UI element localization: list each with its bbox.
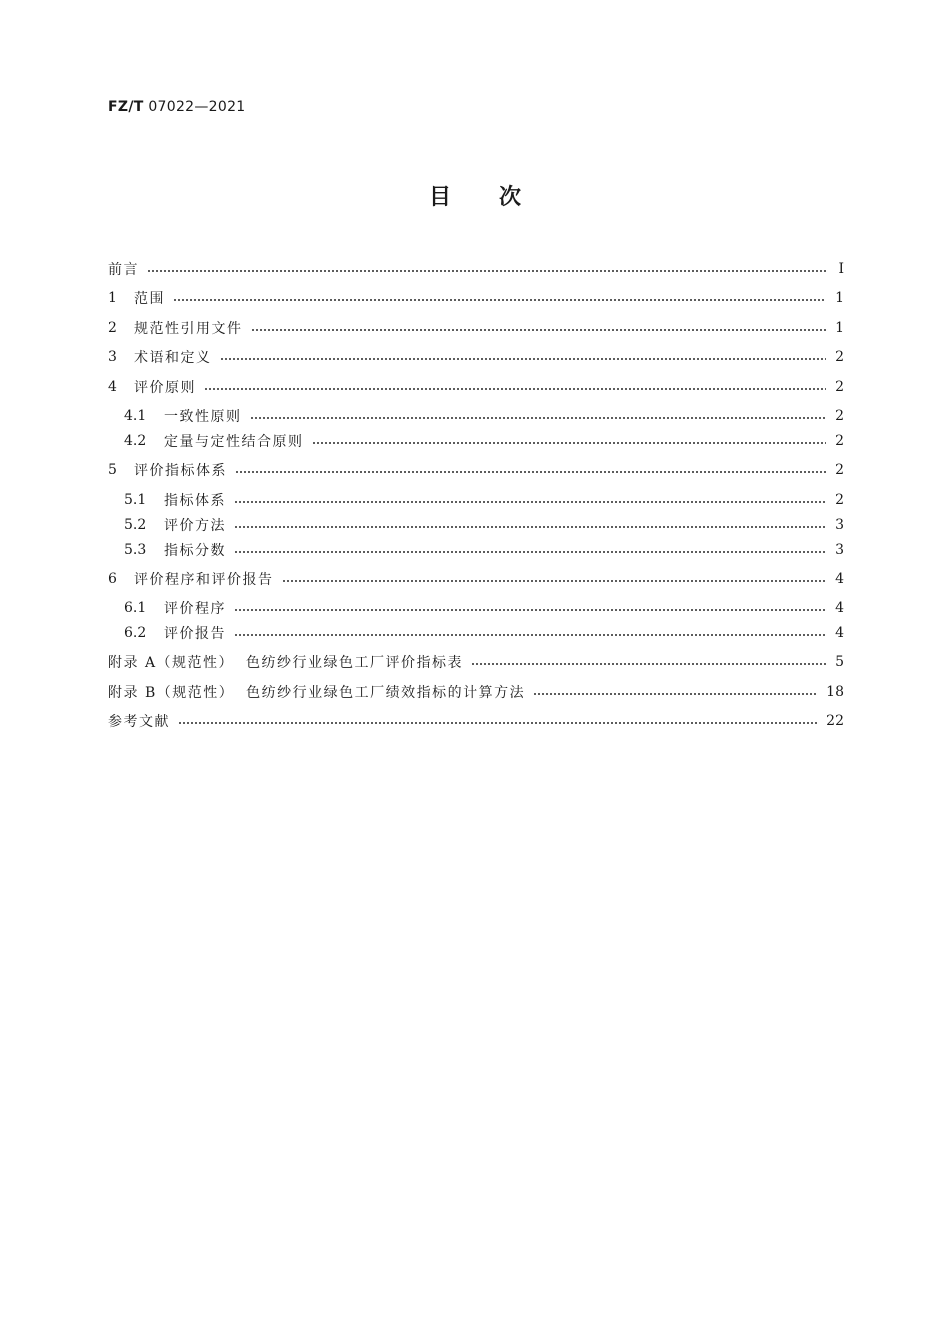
leader-dots xyxy=(173,299,826,301)
toc-entry-label: 评价指标体系 xyxy=(134,463,227,479)
leader-dots xyxy=(282,580,827,582)
toc-entry-number: 6.2 xyxy=(124,625,147,641)
toc-entry-bibliography[interactable] xyxy=(108,710,844,732)
standard-code xyxy=(108,99,246,115)
leader-dots xyxy=(234,526,826,528)
toc-entry-page: 2 xyxy=(835,433,844,449)
toc-entry-label: 指标体系 xyxy=(164,493,226,509)
toc-entry-evaluation-report[interactable] xyxy=(124,622,844,644)
toc-entry-number: 5.3 xyxy=(124,542,147,558)
toc-entry-page: 5 xyxy=(835,654,844,670)
toc-entry-quant-qual-principle[interactable] xyxy=(124,430,844,452)
toc-entry-label: 评价原则 xyxy=(134,380,196,396)
toc-entry-indicators[interactable] xyxy=(124,489,844,511)
toc-entry-number: 3 xyxy=(108,349,117,365)
toc-entry-evaluation-procedure[interactable] xyxy=(124,597,844,619)
toc-entry-page: 1 xyxy=(835,290,844,306)
leader-dots xyxy=(235,471,826,473)
toc-entry-label: 评价报告 xyxy=(164,626,226,642)
toc-entry-page: 22 xyxy=(826,713,844,729)
toc-entry-foreword[interactable] xyxy=(108,258,844,280)
toc-entry-label: 一致性原则 xyxy=(164,409,242,425)
toc-entry-page: 4 xyxy=(835,571,844,587)
toc-entry-number: 1 xyxy=(108,290,117,306)
toc-entry-label: 评价方法 xyxy=(164,518,226,534)
leader-dots xyxy=(471,663,826,665)
toc-entry-page: 2 xyxy=(835,408,844,424)
toc-entry-indicator-system[interactable] xyxy=(108,459,844,481)
toc-entry-appendix-a[interactable] xyxy=(108,651,844,673)
leader-dots xyxy=(234,609,826,611)
toc-title-char-1: 目 xyxy=(428,185,451,210)
toc-entry-label: 附录 A（规范性） 色纺纱行业绿色工厂评价指标表 xyxy=(108,655,463,671)
leader-dots xyxy=(147,270,826,272)
standard-code-number: 07022—2021 xyxy=(148,99,246,115)
toc-entry-page: 3 xyxy=(835,517,844,533)
toc-entry-indicator-scores[interactable] xyxy=(124,539,844,561)
leader-dots xyxy=(234,634,826,636)
toc-entry-label: 指标分数 xyxy=(164,543,226,559)
leader-dots xyxy=(234,501,826,503)
toc-entry-number: 5 xyxy=(108,462,117,478)
toc-entry-procedure-and-report[interactable] xyxy=(108,568,844,590)
toc-entry-appendix-b[interactable] xyxy=(108,681,844,703)
toc-entry-label: 规范性引用文件 xyxy=(134,321,243,337)
toc-entry-terms[interactable] xyxy=(108,346,844,368)
toc-entry-label: 评价程序 xyxy=(164,601,226,617)
toc-entry-page: 18 xyxy=(826,684,844,700)
toc-entry-number: 6 xyxy=(108,571,117,587)
toc-entry-page: 2 xyxy=(835,349,844,365)
standard-code-prefix: FZ/T xyxy=(108,99,144,115)
toc-entry-number: 6.1 xyxy=(124,600,147,616)
toc-entry-label: 参考文献 xyxy=(108,714,170,730)
leader-dots xyxy=(220,358,827,360)
leader-dots xyxy=(178,722,818,724)
toc-entry-number: 2 xyxy=(108,320,117,336)
toc-entry-label: 评价程序和评价报告 xyxy=(134,572,274,588)
leader-dots xyxy=(204,388,826,390)
toc-entry-number: 4.1 xyxy=(124,408,147,424)
toc-entry-page: 2 xyxy=(835,462,844,478)
toc-entry-label: 附录 B（规范性） 色纺纱行业绿色工厂绩效指标的计算方法 xyxy=(108,685,526,701)
toc-entry-normative-references[interactable] xyxy=(108,317,844,339)
toc-entry-label: 范围 xyxy=(134,291,165,307)
toc-entry-page: 3 xyxy=(835,542,844,558)
toc-entry-number: 5.2 xyxy=(124,517,147,533)
leader-dots xyxy=(533,693,818,695)
toc-entry-page: 2 xyxy=(835,492,844,508)
toc-title-char-2: 次 xyxy=(499,185,522,210)
toc-entry-label: 前言 xyxy=(108,262,139,278)
toc-entry-page: Ⅰ xyxy=(838,261,844,277)
toc-entry-consistency-principle[interactable] xyxy=(124,405,844,427)
toc-entry-page: 4 xyxy=(835,625,844,641)
leader-dots xyxy=(250,417,827,419)
toc-entry-scope[interactable] xyxy=(108,287,844,309)
toc-entry-label: 定量与定性结合原则 xyxy=(164,434,304,450)
toc-entry-number: 5.1 xyxy=(124,492,147,508)
toc-entry-number: 4.2 xyxy=(124,433,147,449)
toc-entry-evaluation-method[interactable] xyxy=(124,514,844,536)
toc-entry-evaluation-principles[interactable] xyxy=(108,376,844,398)
leader-dots xyxy=(251,329,827,331)
toc-entry-page: 2 xyxy=(835,379,844,395)
toc-entry-page: 1 xyxy=(835,320,844,336)
toc-entry-number: 4 xyxy=(108,379,117,395)
toc-entry-label: 术语和定义 xyxy=(134,350,212,366)
toc-entry-page: 4 xyxy=(835,600,844,616)
leader-dots xyxy=(234,551,826,553)
leader-dots xyxy=(312,442,827,444)
toc-title xyxy=(0,180,950,211)
